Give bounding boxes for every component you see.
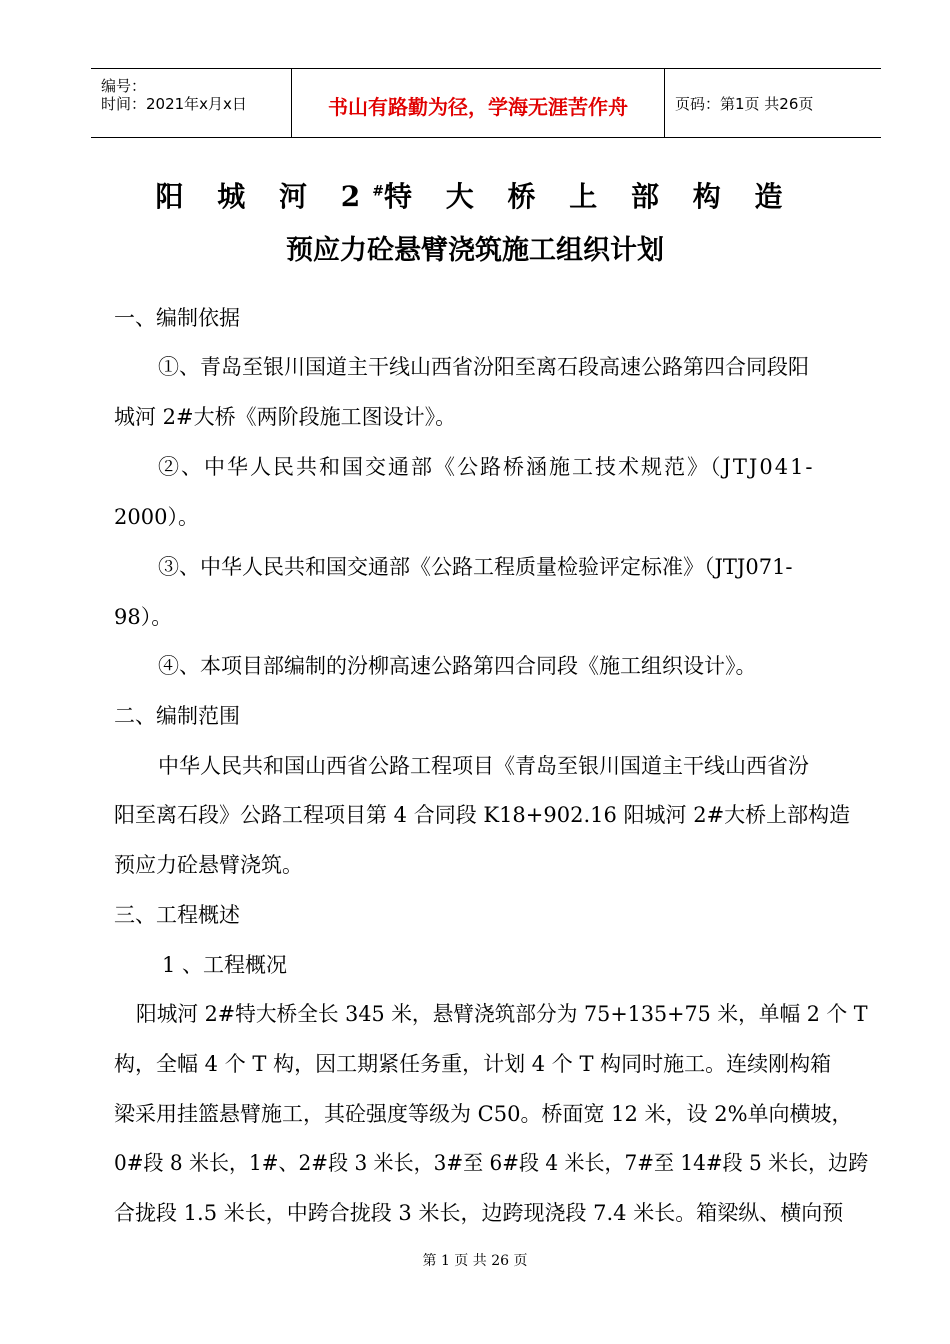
basis-item-1-line1: ①、青岛至银川国道主干线山西省汾阳至离石段高速公路第四合同段阳 bbox=[158, 355, 809, 379]
overview-para-line3: 梁采用挂篮悬臂施工，其砼强度等级为 C50。桥面宽 12 米，设 2%单向横坡， bbox=[114, 1102, 853, 1126]
section-heading-basis: 一、编制依据 bbox=[114, 306, 240, 330]
overview-para-line4: 0#段 8 米长，1#、2#段 3 米长，3#至 6#段 4 米长，7#至 14#段 5 米长，边跨 bbox=[114, 1151, 869, 1175]
overview-para-line2: 构，全幅 4 个 T 构，因工期紧任务重，计划 4 个 T 构同时施工。连续刚构箱 bbox=[114, 1052, 832, 1076]
basis-item-3-line1: ③、中华人民共和国交通部《公路工程质量检验评定标准》（JTJ071- bbox=[158, 555, 793, 579]
document-title-line1: 阳 城 河 2#特 大 桥 上 部 构 造 bbox=[155, 180, 795, 213]
scope-para-line3: 预应力砼悬臂浇筑。 bbox=[114, 853, 303, 877]
overview-para-line5: 合拢段 1.5 米长，中跨合拢段 3 米长，边跨现浇段 7.4 米长。箱梁纵、横向预 bbox=[114, 1201, 844, 1225]
subsection-overview-1: 1 、工程概况 bbox=[162, 953, 288, 977]
page-footer: 第 1 页 共 26 页 bbox=[422, 1253, 528, 1269]
header-info-cell bbox=[91, 69, 292, 137]
serial-label: 编号： bbox=[101, 77, 147, 95]
basis-item-2-line2: 2000）。 bbox=[114, 505, 199, 529]
section-heading-scope: 二、编制范围 bbox=[114, 704, 240, 728]
section-heading-overview: 三、工程概述 bbox=[114, 903, 240, 927]
basis-item-4: ④、本项目部编制的汾柳高速公路第四合同段《施工组织设计》。 bbox=[158, 654, 757, 678]
header-table bbox=[91, 68, 881, 138]
document-title-line2: 预应力砼悬臂浇筑施工组织计划 bbox=[286, 235, 664, 266]
time-label: 时间：2021年x月x日 bbox=[101, 95, 247, 113]
header-motto-cell bbox=[292, 69, 665, 137]
motto-text: 书山有路勤为径，学海无涯苦作舟 bbox=[328, 95, 628, 119]
basis-item-2-line1: ②、中华人民共和国交通部《公路桥涵施工技术规范》（JTJ041- bbox=[158, 455, 815, 479]
basis-item-3-line2: 98）。 bbox=[114, 605, 173, 629]
overview-para-line1: 阳城河 2#特大桥全长 345 米，悬臂浇筑部分为 75+135+75 米，单幅 2 个 T bbox=[136, 1002, 868, 1026]
header-page-cell bbox=[665, 69, 881, 137]
page-code: 页码：第1页 共26页 bbox=[675, 95, 814, 113]
scope-para-line1: 中华人民共和国山西省公路工程项目《青岛至银川国道主干线山西省汾 bbox=[158, 754, 809, 778]
basis-item-1-line2: 城河 2#大桥《两阶段施工图设计》。 bbox=[114, 405, 457, 429]
scope-para-line2: 阳至离石段》公路工程项目第 4 合同段 K18+902.16 阳城河 2#大桥上部构造 bbox=[114, 803, 851, 827]
